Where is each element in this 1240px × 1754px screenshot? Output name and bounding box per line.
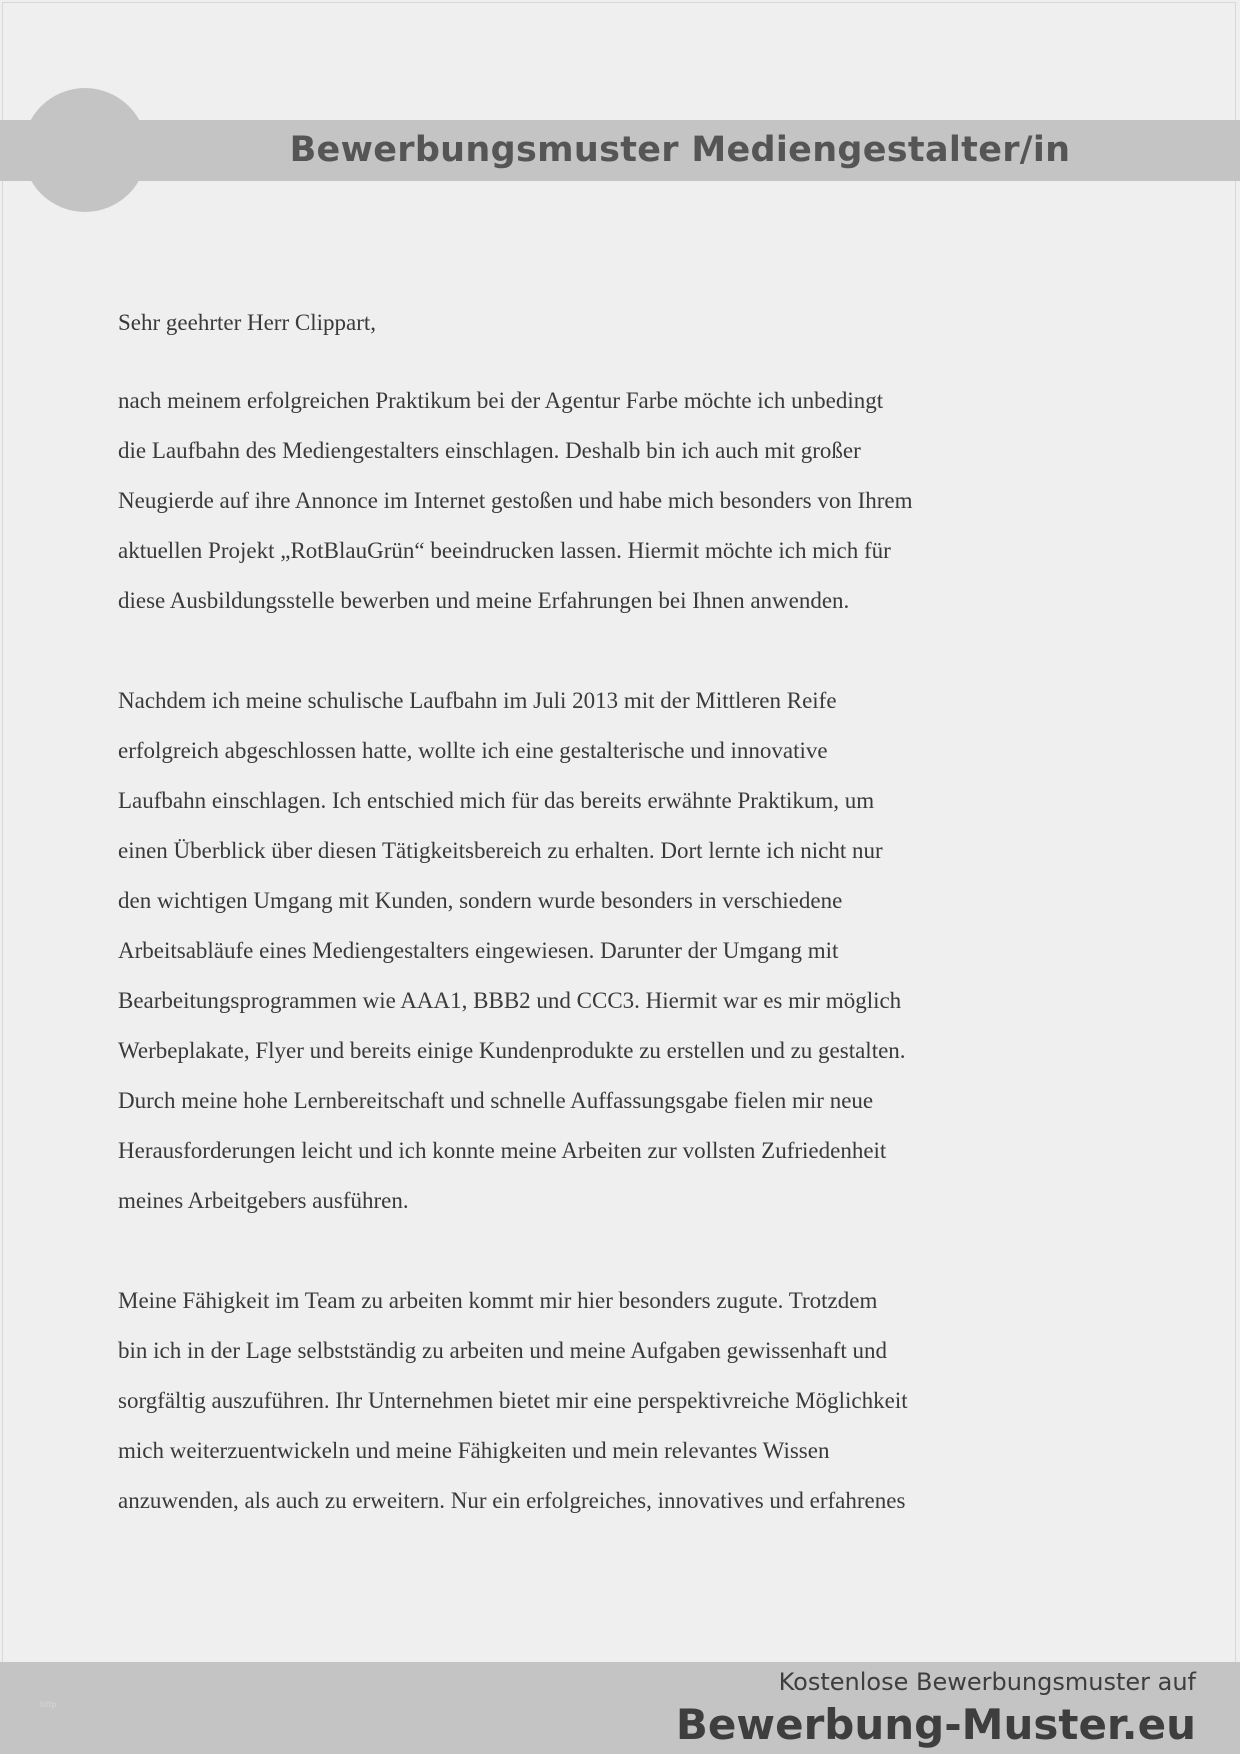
letter-paragraph-1 [118, 376, 1128, 626]
paragraph-line: Herausforderungen leicht und ich konnte meine Arbeiten zur vollsten Zufriedenheit [118, 1138, 887, 1163]
paragraph-line: Laufbahn einschlagen. Ich entschied mich für das bereits erwähnte Praktikum, um [118, 788, 875, 813]
paragraph-line: die Laufbahn des Mediengestalters einschlagen. Deshalb bin ich auch mit großer [118, 438, 861, 463]
letter-body [118, 298, 1128, 1576]
footer-watermark: http [40, 1700, 57, 1709]
paragraph-line: Neugierde auf ihre Annonce im Internet gestoßen und habe mich besonders von Ihrem [118, 488, 913, 513]
paragraph-line: Arbeitsabläufe eines Mediengestalters eingewiesen. Darunter der Umgang mit [118, 938, 839, 963]
paragraph-line: bin ich in der Lage selbstständig zu arbeiten und meine Aufgaben gewissenhaft und [118, 1338, 888, 1363]
header-circle-decoration [23, 88, 147, 212]
paragraph-line: Meine Fähigkeit im Team zu arbeiten kommt mir hier besonders zugute. Trotzdem [118, 1288, 878, 1313]
paragraph-line: Bearbeitungsprogrammen wie AAA1, BBB2 und CCC3. Hiermit war es mir möglich [118, 988, 902, 1013]
footer-tagline: Kostenlose Bewerbungsmuster auf [778, 1668, 1196, 1696]
paragraph-line: Nachdem ich meine schulische Laufbahn im Juli 2013 mit der Mittleren Reife [118, 688, 837, 713]
paragraph-line: diese Ausbildungsstelle bewerben und meine Erfahrungen bei Ihnen anwenden. [118, 588, 850, 613]
letter-salutation: Sehr geehrter Herr Clippart, [118, 310, 377, 335]
paragraph-line: erfolgreich abgeschlossen hatte, wollte ich eine gestalterische und innovative [118, 738, 828, 763]
paragraph-line: anzuwenden, als auch zu erweitern. Nur ein erfolgreiches, innovatives und erfahrenes [118, 1488, 906, 1513]
paragraph-line: nach meinem erfolgreichen Praktikum bei der Agentur Farbe möchte ich unbedingt [118, 388, 884, 413]
paragraph-line: den wichtigen Umgang mit Kunden, sondern wurde besonders in verschiedene [118, 888, 843, 913]
letter-paragraph-3 [118, 1276, 1128, 1526]
paragraph-line: Werbeplakate, Flyer und bereits einige Kundenprodukte zu erstellen und zu gestalten. [118, 1038, 906, 1063]
footer-site-name: Bewerbung-Muster.eu [675, 1700, 1196, 1749]
paragraph-line: einen Überblick über diesen Tätigkeitsbereich zu erhalten. Dort lernte ich nicht nur [118, 838, 883, 863]
paragraph-line: aktuellen Projekt „RotBlauGrün“ beeindrucken lassen. Hiermit möchte ich mich für [118, 538, 891, 563]
paragraph-line: sorgfältig auszuführen. Ihr Unternehmen bietet mir eine perspektivreiche Möglichkeit [118, 1388, 908, 1413]
letter-paragraph-2 [118, 676, 1128, 1226]
paragraph-line: mich weiterzuentwickeln und meine Fähigkeiten und mein relevantes Wissen [118, 1438, 830, 1463]
paragraph-line: Durch meine hohe Lernbereitschaft und schnelle Auffassungsgabe fielen mir neue [118, 1088, 874, 1113]
document-title: Bewerbungsmuster Mediengestalter/in [289, 130, 1071, 170]
paragraph-line: meines Arbeitgebers ausführen. [118, 1188, 409, 1213]
